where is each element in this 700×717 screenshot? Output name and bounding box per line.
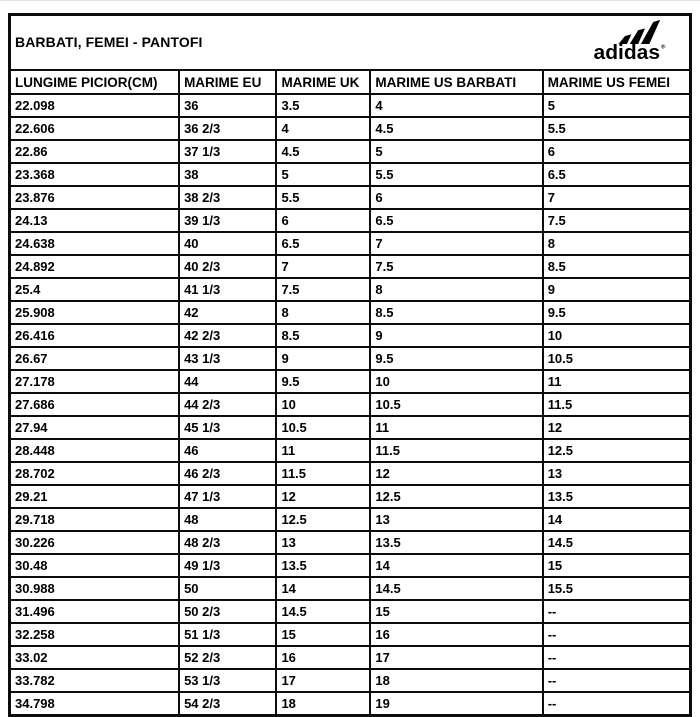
table-cell: 15 [543,554,691,577]
table-cell: 4.5 [370,117,542,140]
table-cell: 10.5 [276,416,370,439]
table-cell: 16 [370,623,542,646]
table-cell: 52 2/3 [179,646,276,669]
table-cell: 25.908 [10,301,180,324]
table-cell: 42 [179,301,276,324]
table-cell: 18 [370,669,542,692]
table-row [10,94,691,117]
adidas-wordmark [593,41,666,67]
table-cell: 7 [543,186,691,209]
table-cell: 11 [370,416,542,439]
table-cell: 15 [276,623,370,646]
table-row [10,646,691,669]
table-cell: 11.5 [543,393,691,416]
table-cell: 12 [276,485,370,508]
table-cell: 14.5 [276,600,370,623]
table-cell: 28.702 [10,462,180,485]
table-cell: -- [543,623,691,646]
table-cell: -- [543,692,691,716]
table-cell: 9.5 [370,347,542,370]
table-cell: 30.226 [10,531,180,554]
table-cell: 5 [276,163,370,186]
table-cell: 37 1/3 [179,140,276,163]
table-cell: 46 [179,439,276,462]
table-row [10,324,691,347]
table-cell: 44 2/3 [179,393,276,416]
column-header-size-us-men: MARIME US BARBATI [370,70,542,94]
adidas-three-stripes-icon [609,16,671,44]
table-cell: 41 1/3 [179,278,276,301]
table-cell: 12 [543,416,691,439]
table-row [10,462,691,485]
registered-trademark-icon: ® [661,44,666,51]
table-cell: 7 [276,255,370,278]
table-cell: 53 1/3 [179,669,276,692]
table-cell: 13.5 [276,554,370,577]
table-cell: 15 [370,600,542,623]
column-header-size-eu: MARIME EU [179,70,276,94]
table-cell: 22.86 [10,140,180,163]
table-cell: 6 [543,140,691,163]
table-cell: 39 1/3 [179,209,276,232]
table-cell: 22.098 [10,94,180,117]
cropped-edge-line [0,0,700,1]
column-header-row [10,70,691,94]
table-cell: 29.718 [10,508,180,531]
table-cell: 28.448 [10,439,180,462]
table-cell: 10 [370,370,542,393]
table-cell: 5 [543,94,691,117]
table-cell: 7.5 [543,209,691,232]
size-conversion-table [8,13,692,717]
table-cell: 30.988 [10,577,180,600]
table-row [10,577,691,600]
table-cell: 38 2/3 [179,186,276,209]
table-cell: 24.638 [10,232,180,255]
table-cell: 8 [543,232,691,255]
adidas-logo [587,16,671,67]
table-row [10,301,691,324]
table-cell: 29.21 [10,485,180,508]
table-cell: 42 2/3 [179,324,276,347]
table-cell: 9.5 [543,301,691,324]
size-chart-sheet [8,13,692,717]
table-cell: 27.686 [10,393,180,416]
table-cell: 36 2/3 [179,117,276,140]
table-cell: 48 [179,508,276,531]
title-row [10,15,691,71]
table-cell: 4 [370,94,542,117]
table-cell: 13 [543,462,691,485]
table-cell: 24.13 [10,209,180,232]
table-cell: 10.5 [543,347,691,370]
table-row [10,393,691,416]
table-cell: 8 [276,301,370,324]
column-header-size-us-women: MARIME US FEMEI [543,70,691,94]
table-cell: 46 2/3 [179,462,276,485]
table-cell: 27.178 [10,370,180,393]
table-cell: 8.5 [543,255,691,278]
table-cell: 16 [276,646,370,669]
table-cell: 5.5 [543,117,691,140]
table-cell: 17 [276,669,370,692]
table-cell: 30.48 [10,554,180,577]
table-cell: 11.5 [370,439,542,462]
table-row [10,163,691,186]
table-cell: 40 2/3 [179,255,276,278]
table-cell: 8.5 [276,324,370,347]
table-row [10,600,691,623]
table-row [10,439,691,462]
table-cell: 9 [276,347,370,370]
table-row [10,531,691,554]
table-row [10,370,691,393]
size-table-body [10,94,691,716]
table-cell: 31.496 [10,600,180,623]
table-cell: 8 [370,278,542,301]
table-cell: 11 [276,439,370,462]
table-cell: 5.5 [276,186,370,209]
table-cell: 27.94 [10,416,180,439]
table-cell: 44 [179,370,276,393]
table-cell: 25.4 [10,278,180,301]
table-cell: 26.67 [10,347,180,370]
table-cell: 9.5 [276,370,370,393]
table-cell: 32.258 [10,623,180,646]
table-cell: 50 [179,577,276,600]
table-cell: 14 [276,577,370,600]
table-cell: 22.606 [10,117,180,140]
table-row [10,186,691,209]
table-cell: 7 [370,232,542,255]
table-cell: 14 [543,508,691,531]
table-cell: 19 [370,692,542,716]
table-cell: 7.5 [370,255,542,278]
table-cell: 26.416 [10,324,180,347]
table-cell: 14.5 [370,577,542,600]
table-row [10,508,691,531]
table-cell: 10.5 [370,393,542,416]
table-row [10,278,691,301]
table-cell: 11 [543,370,691,393]
table-cell: 12 [370,462,542,485]
table-row [10,209,691,232]
table-cell: -- [543,669,691,692]
table-row [10,623,691,646]
table-row [10,255,691,278]
table-cell: 4.5 [276,140,370,163]
table-cell: 9 [370,324,542,347]
table-row [10,117,691,140]
table-row [10,692,691,716]
table-cell: 48 2/3 [179,531,276,554]
table-cell: 12.5 [276,508,370,531]
table-cell: 50 2/3 [179,600,276,623]
table-cell: 6 [276,209,370,232]
table-cell: 13.5 [370,531,542,554]
table-cell: 6.5 [276,232,370,255]
table-cell: 14 [370,554,542,577]
table-cell: 23.368 [10,163,180,186]
table-cell: 10 [276,393,370,416]
table-row [10,140,691,163]
table-cell: 6.5 [370,209,542,232]
table-row [10,347,691,370]
column-header-size-uk: MARIME UK [276,70,370,94]
table-cell: 13.5 [543,485,691,508]
table-cell: 17 [370,646,542,669]
table-cell: 7.5 [276,278,370,301]
table-cell: 54 2/3 [179,692,276,716]
table-cell: 5.5 [370,163,542,186]
table-cell: 8.5 [370,301,542,324]
table-row [10,669,691,692]
table-cell: 9 [543,278,691,301]
table-cell: 36 [179,94,276,117]
table-cell: 15.5 [543,577,691,600]
page-title: BARBATI, FEMEI - PANTOFI [15,34,203,50]
column-header-foot-length: LUNGIME PICIOR(CM) [10,70,180,94]
table-row [10,416,691,439]
table-cell: 6 [370,186,542,209]
table-cell: -- [543,646,691,669]
table-cell: 14.5 [543,531,691,554]
table-cell: 12.5 [370,485,542,508]
table-cell: 49 1/3 [179,554,276,577]
table-cell: 47 1/3 [179,485,276,508]
table-cell: 38 [179,163,276,186]
table-cell: 40 [179,232,276,255]
table-cell: 12.5 [543,439,691,462]
table-cell: 5 [370,140,542,163]
table-cell: 10 [543,324,691,347]
table-row [10,485,691,508]
table-cell: -- [543,600,691,623]
brand-name: adidas [593,41,661,64]
table-cell: 11.5 [276,462,370,485]
table-cell: 13 [276,531,370,554]
table-cell: 13 [370,508,542,531]
table-cell: 3.5 [276,94,370,117]
table-cell: 18 [276,692,370,716]
table-cell: 4 [276,117,370,140]
table-cell: 23.876 [10,186,180,209]
table-cell: 6.5 [543,163,691,186]
table-cell: 33.782 [10,669,180,692]
table-cell: 33.02 [10,646,180,669]
table-cell: 43 1/3 [179,347,276,370]
table-cell: 45 1/3 [179,416,276,439]
table-row [10,232,691,255]
table-cell: 51 1/3 [179,623,276,646]
table-cell: 24.892 [10,255,180,278]
table-row [10,554,691,577]
table-cell: 34.798 [10,692,180,716]
